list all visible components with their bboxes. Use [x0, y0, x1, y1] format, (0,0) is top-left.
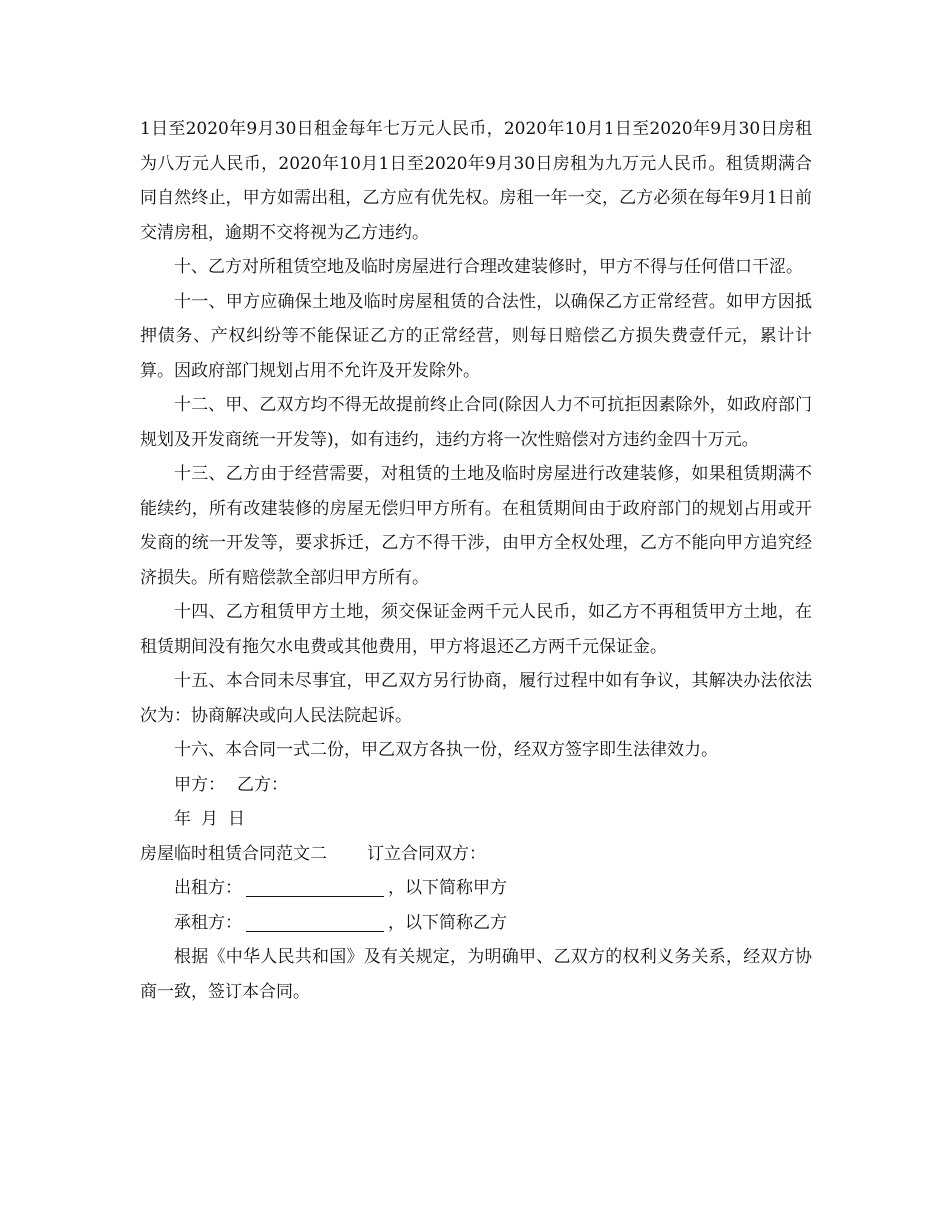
signature-line: [140, 768, 812, 803]
party-b-label: 乙方：: [237, 774, 288, 795]
month-label: 月: [201, 809, 218, 829]
lessee-line: [140, 906, 812, 941]
clause-16: 十六、本合同一式二份，甲乙双方各执一份，经双方签字即生法律效力。: [174, 740, 718, 760]
clause-10: 十、乙方对所租赁空地及临时房屋进行合理改建装修时，甲方不得与任何借口干涩。: [174, 257, 803, 277]
lessor-blank-field: [246, 876, 384, 897]
clause-15: 十五、本合同未尽事宜，甲乙双方另行协商，履行过程中如有争议，其解决办法依法次为：协商解决或向人民法院起诉。: [140, 671, 812, 726]
clause-13: 十三、乙方由于经营需要，对租赁的土地及临时房屋进行改建装修，如果租赁期满不能续约，所有改建装修的房屋无偿归甲方所有。在租赁期间由于政府部门的规划占用或开发商的统一开发等，要求拆迁，乙方不得干涉，由甲方全权处理，乙方不能向甲方追究经济损失。所有赔偿款全部归甲方所有。: [140, 464, 812, 588]
second-contract-heading: [140, 837, 812, 872]
second-contract-title: 房屋临时租赁合同范文二: [140, 843, 327, 864]
document-page: [140, 112, 812, 1009]
lessee-label: 承租方：: [174, 912, 242, 933]
clause-14: 十四、乙方租赁甲方土地，须交保证金两千元人民币，如乙方不再租赁甲方土地，在租赁期间没有拖欠水电费或其他费用，甲方将退还乙方两千元保证金。: [140, 602, 812, 657]
clause-11: 十一、甲方应确保土地及临时房屋租赁的合法性，以确保乙方正常经营。如甲方因抵押债务、产权纠纷等不能保证乙方的正常经营，则每日赔偿乙方损失费壹仟元，累计计算。因政府部门规划占用不允许及开发除外。: [140, 291, 812, 381]
lessor-suffix: ，以下简称甲方: [388, 878, 507, 898]
date-line: [140, 802, 812, 837]
lessee-suffix: ，以下简称乙方: [388, 912, 507, 933]
lessor-line: [140, 871, 812, 906]
party-a-label: 甲方：: [174, 774, 225, 795]
parties-intro: 订立合同双方：: [367, 843, 486, 864]
lessor-label: 出租方：: [174, 878, 242, 898]
clause-12: 十二、甲、乙双方均不得无故提前终止合同(除因人力不可抗拒因素除外，如政府部门规划及开发商统一开发等)，如有违约，违约方将一次性赔偿对方违约金四十万元。: [140, 395, 812, 450]
lessee-blank-field: [246, 911, 384, 932]
year-label: 年: [174, 809, 191, 829]
preamble-paragraph: 根据《中华人民共和国》及有关规定，为明确甲、乙双方的权利义务关系，经双方协商一致，签订本合同。: [140, 947, 812, 1002]
day-label: 日: [228, 809, 245, 829]
paragraph-rent-terms: 1日至2020年9月30日租金每年七万元人民币，2020年10月1日至2020年9月30日房租为八万元人民币，2020年10月1日至2020年9月30日房租为九万元人民币。租赁期满合同自然终止，甲方如需出租，乙方应有优先权。房租一年一交，乙方必须在每年9月1日前交清房租，逾期不交将视为乙方违约。: [140, 119, 812, 243]
